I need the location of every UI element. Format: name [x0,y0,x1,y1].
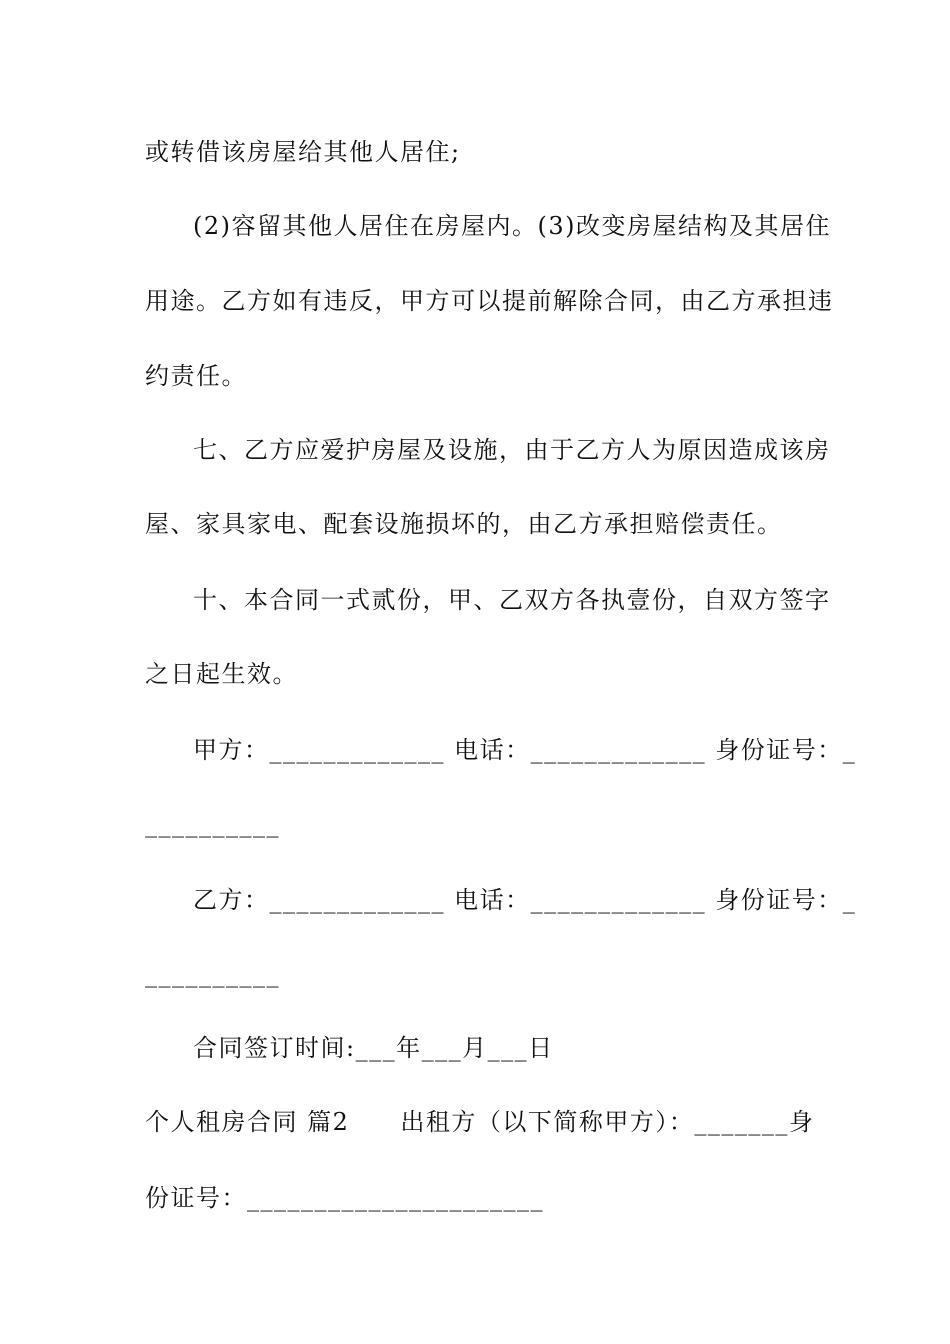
text-line: 约责任。 [145,362,247,390]
signature-line-party-b: 乙方：_____________ 电话：_____________ 身份证号：_ [193,886,857,914]
signature-line-continuation: __________ [145,810,280,838]
text-line: 用途。乙方如有违反，甲方可以提前解除合同，由乙方承担违 [145,287,834,315]
text-line: 之日起生效。 [145,660,298,688]
signature-line-continuation: __________ [145,960,280,988]
section-heading-line: 个人租房合同 篇2 出租方（以下简称甲方）：_______身 [145,1108,815,1136]
text-line: 份证号：______________________ [145,1184,544,1212]
text-line: (2)容留其他人居住在房屋内。(3)改变房屋结构及其居住 [193,212,831,240]
text-line: 七、乙方应爱护房屋及设施，由于乙方人为原因造成该房 [193,436,831,464]
signature-line-party-a: 甲方：_____________ 电话：_____________ 身份证号：_ [193,736,857,764]
contract-date-line: 合同签订时间:___年___月___日 [193,1034,554,1062]
text-line: 屋、家具家电、配套设施损坏的，由乙方承担赔偿责任。 [145,510,783,538]
text-line: 十、本合同一式贰份，甲、乙双方各执壹份，自双方签字 [193,586,831,614]
text-line: 或转借该房屋给其他人居住; [145,138,461,166]
